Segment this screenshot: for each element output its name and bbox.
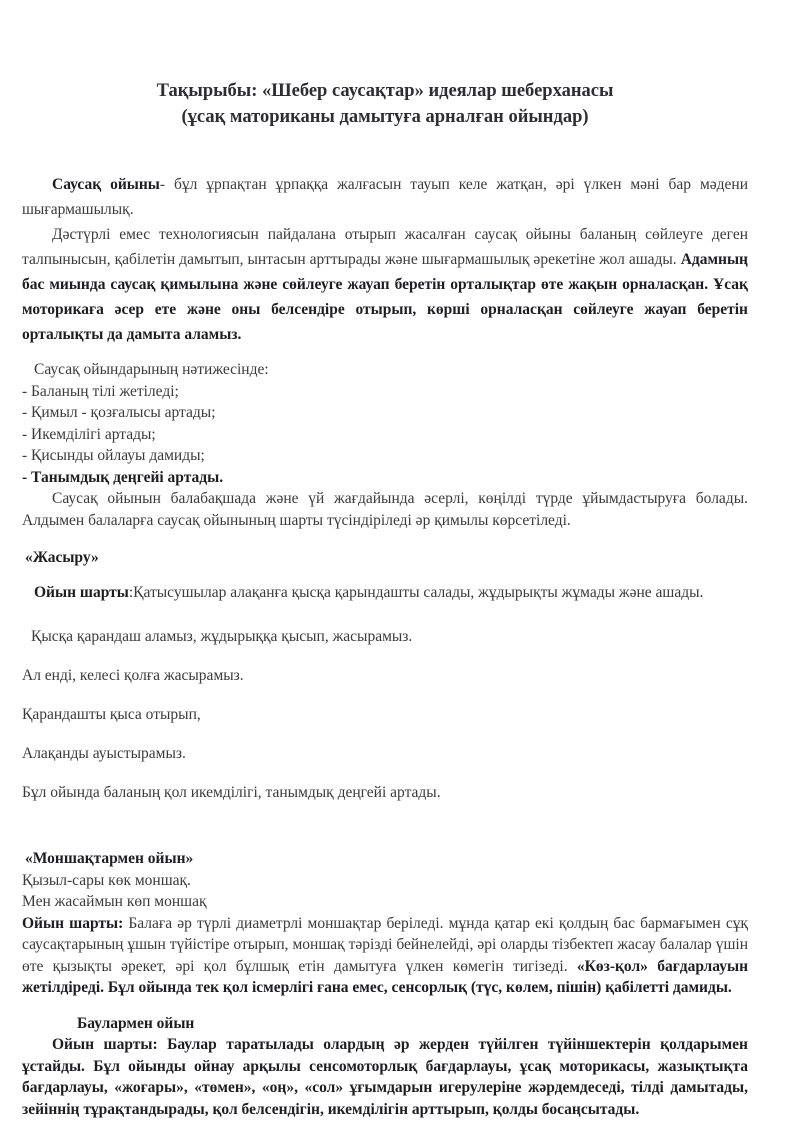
- page-title: [22, 78, 748, 130]
- game-hide-line: Қарандашты қыса отырып,: [22, 706, 201, 723]
- game-beads-rule-text: Балаға әр түрлі диаметрлі моншақтар беріледі. мұнда қатар екі қолдың бас бармағымен сұқ саусақтарының ұшын түйістіре отырып, моншақ тәрізді бейнелейді, әрі оларды тізбектеп жасау балалар үшін өте қызықты әрекет, әрі қол бұлшық етін дамытуға үлкен көмегін тигізеді.: [22, 914, 748, 975]
- game-hide-title: «Жасыру»: [25, 549, 99, 566]
- game-beads-rule-bold: «Көз-қол» бағдарлауын жетілдіреді. Бұл ойында тек қол ісмерлігі ғана емес, сенсорлық (түс, көлем, пішін) қабілетті дамиды.: [22, 957, 748, 996]
- game-beads-rule-label: Ойын шарты:: [22, 914, 124, 932]
- game-hide-line: Бұл ойында баланың қол икемділігі, танымдық деңгейі артады.: [22, 784, 441, 801]
- title-line-1: Тақырыбы: «Шебер саусақтар» идеялар шеберханасы: [156, 81, 614, 101]
- game-ropes-rule-label: Ойын шарты:: [52, 1036, 168, 1053]
- result-item: - Баланың тілі жетіледі;: [22, 382, 179, 400]
- beads-verse-line: Қызыл-сары көк моншақ.: [22, 871, 191, 889]
- intro-paragraph-1: [22, 172, 748, 222]
- game-hide-rule-text: :Қатысушылар алақанға қысқа қарындашты салады, жұдырықты жұмады және ашады.: [128, 584, 704, 601]
- intro-p1-text: - бұл ұрпақтан ұрпаққа жалғасын тауып келе жатқан, әрі үлкен мәні бар мәдени шығармашылық.: [22, 176, 749, 218]
- game-hide-rule: [22, 579, 748, 606]
- game-hide-line: Алақанды ауыстырамыз.: [22, 745, 186, 762]
- game-hide-line: Ал енді, келесі қолға жасырамыз.: [22, 667, 244, 684]
- game-beads-rule: [22, 913, 748, 999]
- game-ropes-rule: [22, 1034, 748, 1120]
- result-item: - Қисынды ойлауы дамиды;: [22, 447, 205, 464]
- results-heading: Саусақ ойындарының нәтижесінде:: [34, 361, 269, 378]
- game-ropes-rule-text: Баулар таратылады олардың әр жерден түйілген түйіншектерін қолдарымен ұстайды. Бұл ойынды ойнау арқылы сенсомоторлық бағдарлауы, ұсақ моторикасы, жазықтықта бағдарлауы, «жоғары», «төмен», «оң», «сол» ұғымдарын игерулеріне жәрдемдеседі, тілді дамытады, зейіннің тұрақтандырады, қол белсендігін, икемділігін арттырып, қолды босаңсытады.: [22, 1036, 748, 1118]
- result-item: - Танымдық деңгейі артады.: [22, 468, 224, 486]
- game-beads-title: «Моншақтармен ойын»: [25, 850, 194, 867]
- result-item: - Қимыл - қозғалысы артады;: [22, 404, 216, 421]
- result-item: - Икемділігі артады;: [22, 425, 156, 443]
- intro-paragraph-2: [22, 222, 748, 347]
- beads-verse-line: Мен жасаймын көп моншақ: [22, 893, 207, 910]
- game-beads-section: [22, 848, 748, 999]
- game-hide-rule-label: Ойын шарты: [34, 584, 129, 601]
- intro-p1-lead: Саусақ ойыны: [52, 176, 160, 193]
- title-line-2: (ұсақ маториканы дамытуға арналған ойындар): [181, 107, 589, 127]
- results-list: [22, 381, 748, 489]
- intro-p2-text: Дәстүрлі емес технологиясын пайдалана отырып жасалған саусақ ойыны баланың сөйлеуге деген талпынысын, қабілетін дамытып, ынтасын арттырады және шығармашылық әрекетіне жол ашады.: [22, 226, 748, 268]
- intro-p2-bold: Адамның бас миында саусақ қимылына және сөйлеуге жауап беретін орталықтар өте жақын орналасқан. Ұсақ моторикаға әсер ете және оны белсендіре отырып, көрші орналасқан сөйлеуге жауап беретін орталықты да дамыта аламыз.: [22, 251, 748, 343]
- game-ropes-title: Баулармен ойын: [77, 1014, 195, 1032]
- results-note: Саусақ ойынын балабақшада және үй жағдайында әсерлі, көңілді түрде ұйымдастыруға болады. Алдымен балаларға саусақ ойынының шарты түсіндіріледі әр қимылы көрсетіледі.: [22, 490, 748, 529]
- game-hide-line: Қысқа қарандаш аламыз, жұдырыққа қысып, жасырамыз.: [31, 628, 413, 645]
